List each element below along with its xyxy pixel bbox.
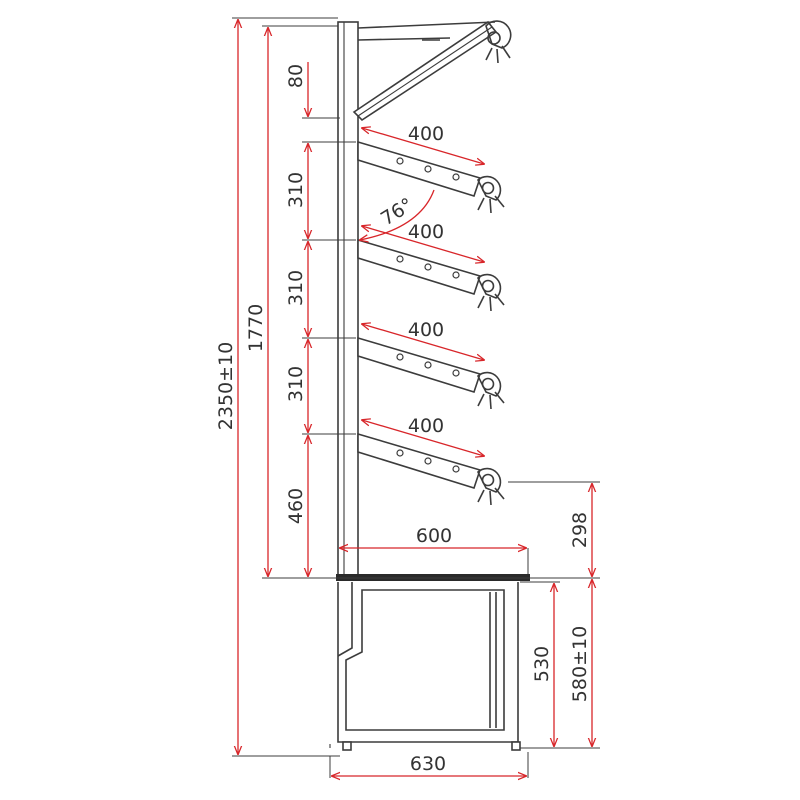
shelf-4 [358,415,504,505]
base-cabinet [330,582,520,750]
upright-height-label: 1770 [245,303,267,353]
top-gap-label: 80 [285,63,307,89]
shelf-hole [397,450,403,456]
lamp-icon [478,373,504,409]
shelf-depth-label-2: 400 [407,221,445,243]
shelf-hole [425,264,431,270]
upright-column [338,22,358,578]
shelf-hole [453,370,459,376]
shelf-board [358,338,480,392]
base-height-label: 580±10 [569,625,591,703]
shelf-hole [397,354,403,360]
shelf-depth-label-3: 400 [407,319,445,341]
shelf-board [358,240,480,294]
shelf-hole [453,272,459,278]
canopy-bracket [354,22,496,120]
shelf-board [358,434,480,488]
base-depth-label: 630 [409,753,447,775]
shelf-depth-label-4: 400 [407,415,445,437]
shelf-hole [425,458,431,464]
base-inner-height-label: 530 [531,645,553,683]
shelf-spacing-3-label: 310 [285,365,307,403]
shelf-hole [397,158,403,164]
shelf-3 [358,319,504,409]
counter-depth-label: 600 [415,525,453,547]
lamp-icon [478,469,504,505]
shelf-hole [425,362,431,368]
shelves [358,123,504,505]
bottom-gap-label: 460 [285,487,307,525]
angle-label: 76° [376,193,418,231]
shelf-hole [453,174,459,180]
counter-top [336,574,600,581]
light-height-label: 298 [569,511,591,549]
shelf-depth-label-1: 400 [407,123,445,145]
shelf-spacing-2-label: 310 [285,269,307,307]
shelf-1 [358,123,504,213]
lamp-icon [478,177,504,213]
shelf-hole [397,256,403,262]
shelf-spacing-1-label: 310 [285,171,307,209]
shelf-board [358,142,480,196]
lamp-icon [478,275,504,311]
shelf-hole [453,466,459,472]
shelf-hole [425,166,431,172]
total-height-label: 2350±10 [215,341,237,431]
